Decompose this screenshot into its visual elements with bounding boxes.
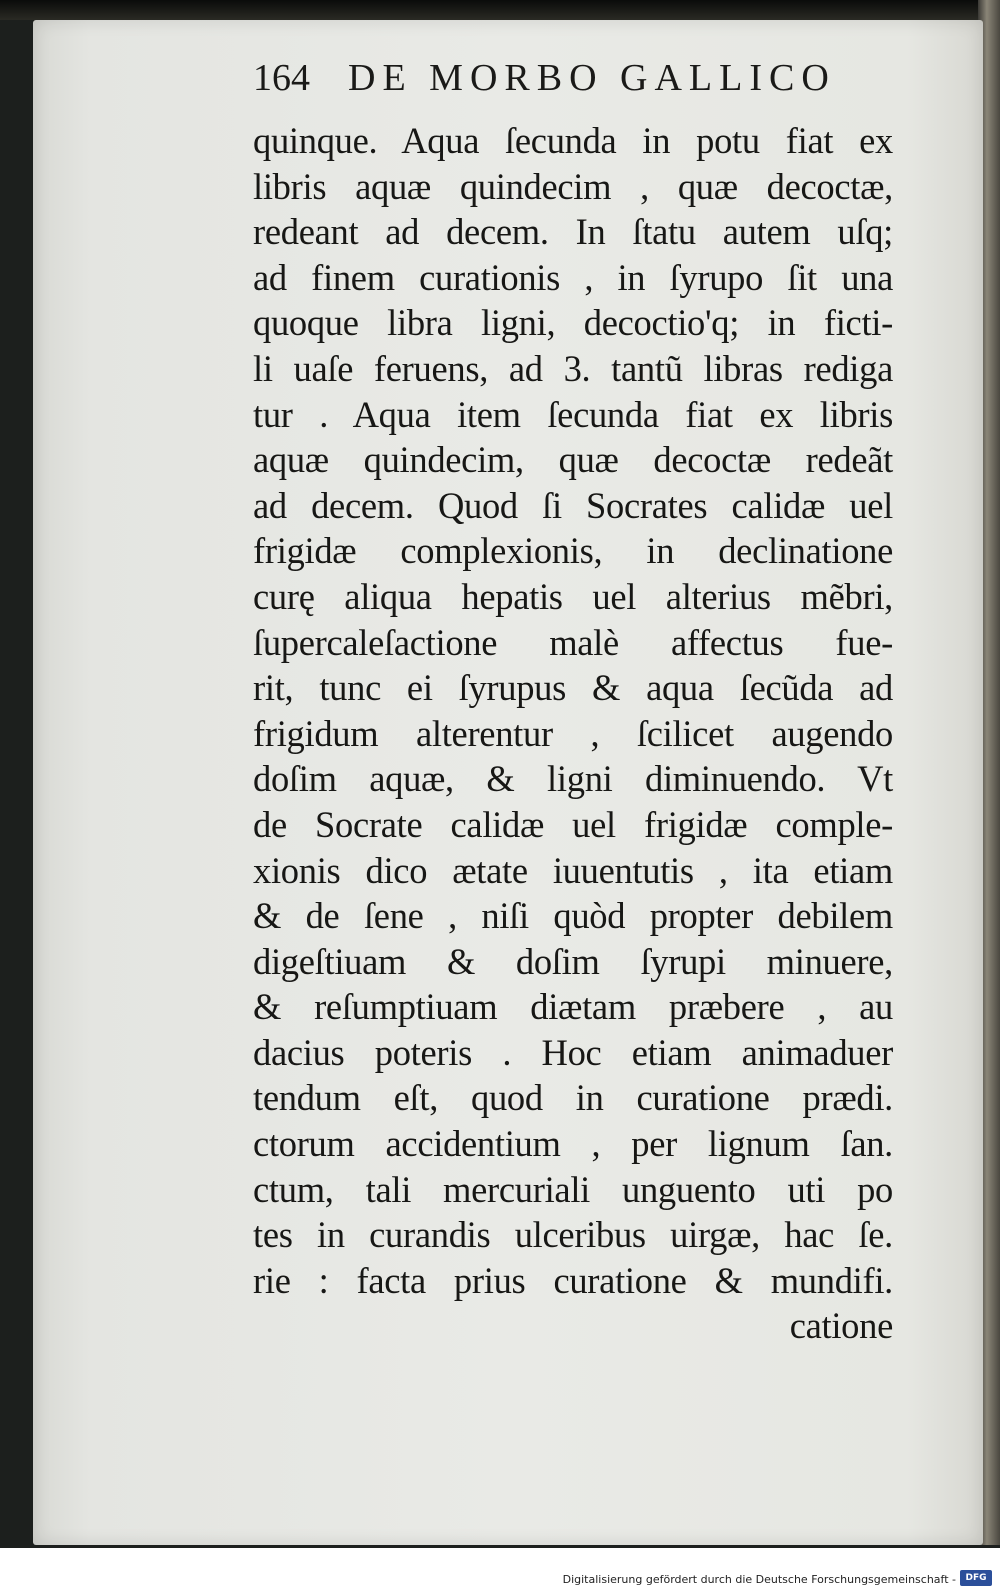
text-line: frigidum alterentur , ſcilicet augendo: [253, 712, 893, 754]
text-line: ctum, tali mercuriali unguento uti po: [253, 1168, 893, 1210]
text-line: & reſumptiuam diætam præbere , au: [253, 986, 893, 1028]
text-line: redeant ad decem. In ſtatu autem uſq;: [253, 211, 893, 253]
text-line: li uaſe feruens, ad 3. tantũ libras rediga: [253, 347, 893, 389]
text-line: frigidæ complexionis, in declinatione: [253, 530, 893, 572]
text-line: doſim aquæ, & ligni diminuendo. Vt: [253, 758, 893, 800]
page-header: [253, 56, 853, 112]
text-line: xionis dico ætate iuuentutis , ita etiam: [253, 849, 893, 891]
digitization-credit: Digitalisierung gefördert durch die Deutsche Forschungsgemeinschaft -: [562, 1573, 956, 1586]
text-line: curę aliqua hepatis uel alterius mẽbri,: [253, 575, 893, 617]
page-number: 164: [253, 57, 310, 99]
catchword: catione: [789, 1305, 893, 1347]
text-line: rie : facta prius curatione & mundifi.: [253, 1259, 893, 1301]
text-line: & de ſene , niſi quòd propter debilem: [253, 895, 893, 937]
text-line: ſupercaleſactione malè affectus fue-: [253, 621, 893, 663]
text-line: aquæ quindecim, quæ decoctæ redeãt: [253, 439, 893, 481]
text-line: quoque libra ligni, decoctio'q; in ficti-: [253, 302, 893, 344]
text-line: tendum eſt, quod in curatione prædi.: [253, 1077, 893, 1119]
text-line: libris aquæ quindecim , quæ decoctæ,: [253, 165, 893, 207]
text-line: rit, tunc ei ſyrupus & aqua ſecũda ad: [253, 667, 893, 709]
text-line: dacius poteris . Hoc etiam animaduer: [253, 1031, 893, 1073]
text-line: de Socrate calidæ uel frigidæ comple-: [253, 803, 893, 845]
scan-top-edge: [0, 0, 1000, 20]
text-line: ad finem curationis , in ſyrupo ſit una: [253, 256, 893, 298]
page-body-text: [253, 118, 893, 1349]
text-line: tes in curandis ulceribus uirgæ, hac ſe.: [253, 1214, 893, 1256]
text-line: ad decem. Quod ſi Socrates calidæ uel: [253, 484, 893, 526]
text-line: digeſtiuam & doſim ſyrupi minuere,: [253, 940, 893, 982]
running-head: DE MORBO GALLICO: [348, 57, 836, 99]
text-line: ctorum accidentium , per lignum ſan.: [253, 1123, 893, 1165]
dfg-logo: DFG: [960, 1570, 992, 1586]
text-line: quinque. Aqua ſecunda in potu fiat ex: [253, 120, 893, 161]
text-line: tur . Aqua item ſecunda fiat ex libris: [253, 393, 893, 435]
